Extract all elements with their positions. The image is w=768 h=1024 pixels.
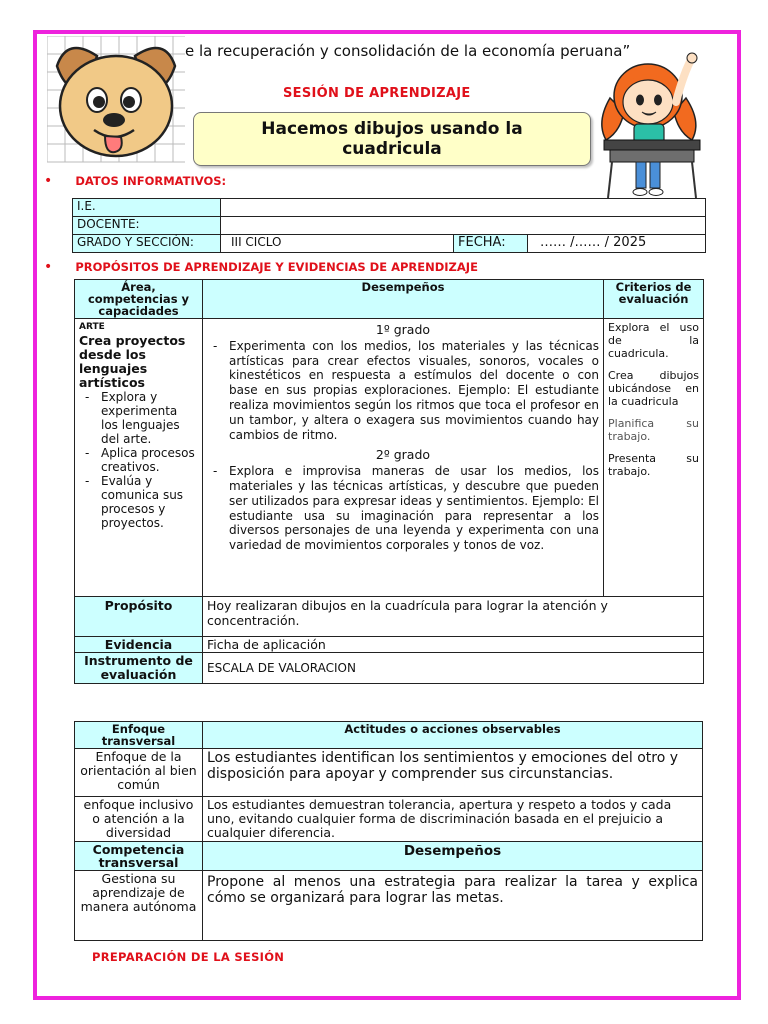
ie-label: I.E. — [73, 199, 221, 217]
table-row — [75, 842, 703, 871]
desempeno1: Propone al menos una estrategia para realizar la tarea y explica cómo se organizará para lograr las metas. — [203, 871, 703, 941]
desempenos-cell — [203, 319, 604, 597]
preparacion-heading: PREPARACIÓN DE LA SESIÓN — [92, 950, 285, 964]
table-row — [75, 797, 703, 842]
table-row — [75, 597, 704, 637]
evidencia-label: Evidencia — [75, 637, 203, 653]
list-item: - Evalúa y comunica sus procesos y proyectos. — [101, 474, 198, 530]
docente-label: DOCENTE: — [73, 217, 221, 235]
institutional-motto: e la recuperación y consolidación de la economía peruana” — [185, 42, 631, 60]
actitud1: Los estudiantes identifican los sentimientos y emociones del otro y disposición para apoyar y comprender sus circunstancias. — [203, 749, 703, 797]
lesson-title: Hacemos dibujos usando la cuadricula — [261, 119, 523, 159]
list-item: - Experimenta con los medios, los materiales y las técnicas artísticas para crear efectos visuales, sonoros, vocales o kinestéticos en respuesta a estímulos del docente o con base en sus propias exploraciones. Ejemplo: El estudiante realiza movimientos según los ritmos que toca el profesor en un tambor, y altera o exagera sus movimientos cuando hay cambios de ritmo. — [229, 339, 599, 443]
fecha-value: …… /…… / 2025 — [528, 235, 706, 253]
datos-label: DATOS INFORMATIVOS: — [75, 174, 227, 188]
ie-value[interactable] — [221, 199, 706, 217]
instrumento-label: Instrumento de evaluación — [75, 653, 203, 684]
enfoque2: enfoque inclusivo o atención a la diversidad — [75, 797, 203, 842]
col-desempenos-transversal: Desempeños — [203, 842, 703, 871]
competencia1: Gestiona su aprendizaje de manera autónoma — [75, 871, 203, 941]
fecha-label: FECHA: — [454, 235, 528, 253]
table-row — [73, 235, 706, 253]
proposito-label: Propósito — [75, 597, 203, 637]
grade2-list — [207, 464, 599, 553]
col-criterios: Criterios de evaluación — [604, 280, 704, 319]
girl-at-desk-illustration — [596, 52, 704, 202]
grade1-list — [207, 339, 599, 443]
criterio-item: Planifica su trabajo. — [608, 417, 699, 443]
area-cell — [75, 319, 203, 597]
table-row — [75, 280, 704, 319]
enfoque1: Enfoque de la orientación al bien común — [75, 749, 203, 797]
table-row — [73, 199, 706, 217]
table-row — [75, 722, 703, 749]
criterios-cell — [604, 319, 704, 597]
area-label: ARTE — [79, 322, 105, 332]
info-table — [72, 198, 706, 253]
table-row — [75, 749, 703, 797]
col-desempenos: Desempeños — [203, 280, 604, 319]
proposito-value: Hoy realizaran dibujos en la cuadrícula para lograr la atención y concentración. — [203, 597, 704, 637]
col-competencia: Competencia transversal — [75, 842, 203, 871]
session-title: SESIÓN DE APRENDIZAJE — [283, 86, 471, 101]
actitud2: Los estudiantes demuestran tolerancia, apertura y respeto a todos y cada uno, evitando cualquier forma de discriminación basada en el prejuicio a cualquier diferencia. — [203, 797, 703, 842]
grade2-title: 2º grado — [375, 447, 431, 463]
dog-illustration — [47, 36, 185, 166]
learning-table — [74, 279, 704, 684]
datos-heading — [44, 170, 226, 189]
criterio-item: Presenta su trabajo. — [608, 452, 699, 478]
evidencia-value: Ficha de aplicación — [203, 637, 704, 653]
col-enfoque: Enfoque transversal — [75, 722, 203, 749]
table-row — [75, 637, 704, 653]
instrumento-value: ESCALA DE VALORACION — [203, 653, 704, 684]
transversal-table — [74, 721, 703, 941]
table-row — [75, 871, 703, 941]
docente-value[interactable] — [221, 217, 706, 235]
grado-value: III CICLO — [221, 235, 454, 253]
criterio-item: Crea dibujos ubicándose en la cuadricula — [608, 369, 699, 408]
competencia: Crea proyectos desde los lenguajes artísticos — [79, 333, 186, 390]
propositos-label: PROPÓSITOS DE APRENDIZAJE Y EVIDENCIAS DE APRENDIZAJE — [75, 260, 478, 274]
table-row — [75, 319, 704, 597]
capacidades-list — [79, 390, 198, 530]
table-row — [73, 217, 706, 235]
col-actitudes: Actitudes o acciones observables — [203, 722, 703, 749]
col-area: Área, competencias y capacidades — [75, 280, 203, 319]
table-row — [75, 653, 704, 684]
bullet-icon: • — [44, 173, 53, 189]
list-item: - Explora e improvisa maneras de usar los medios, los materiales y las técnicas artísticas, y descubre que pueden ser utilizados para expresar ideas y sentimientos. Ejemplo: El estudiante usa su imaginación para representar a los diversos personajes de una leyenda y experimenta con una variedad de movimientos corporales y tonos de voz. — [229, 464, 599, 553]
lesson-title-box — [193, 112, 591, 166]
criterio-item: Explora el uso de la cuadricula. — [608, 321, 699, 360]
list-item: - Aplica procesos creativos. — [101, 446, 198, 474]
list-item: - Explora y experimenta los lenguajes del arte. — [101, 390, 198, 446]
grade1-title: 1º grado — [375, 322, 431, 337]
grado-label: GRADO Y SECCIÓN: — [73, 235, 221, 253]
propositos-heading — [44, 256, 478, 275]
bullet-icon: • — [44, 259, 53, 275]
